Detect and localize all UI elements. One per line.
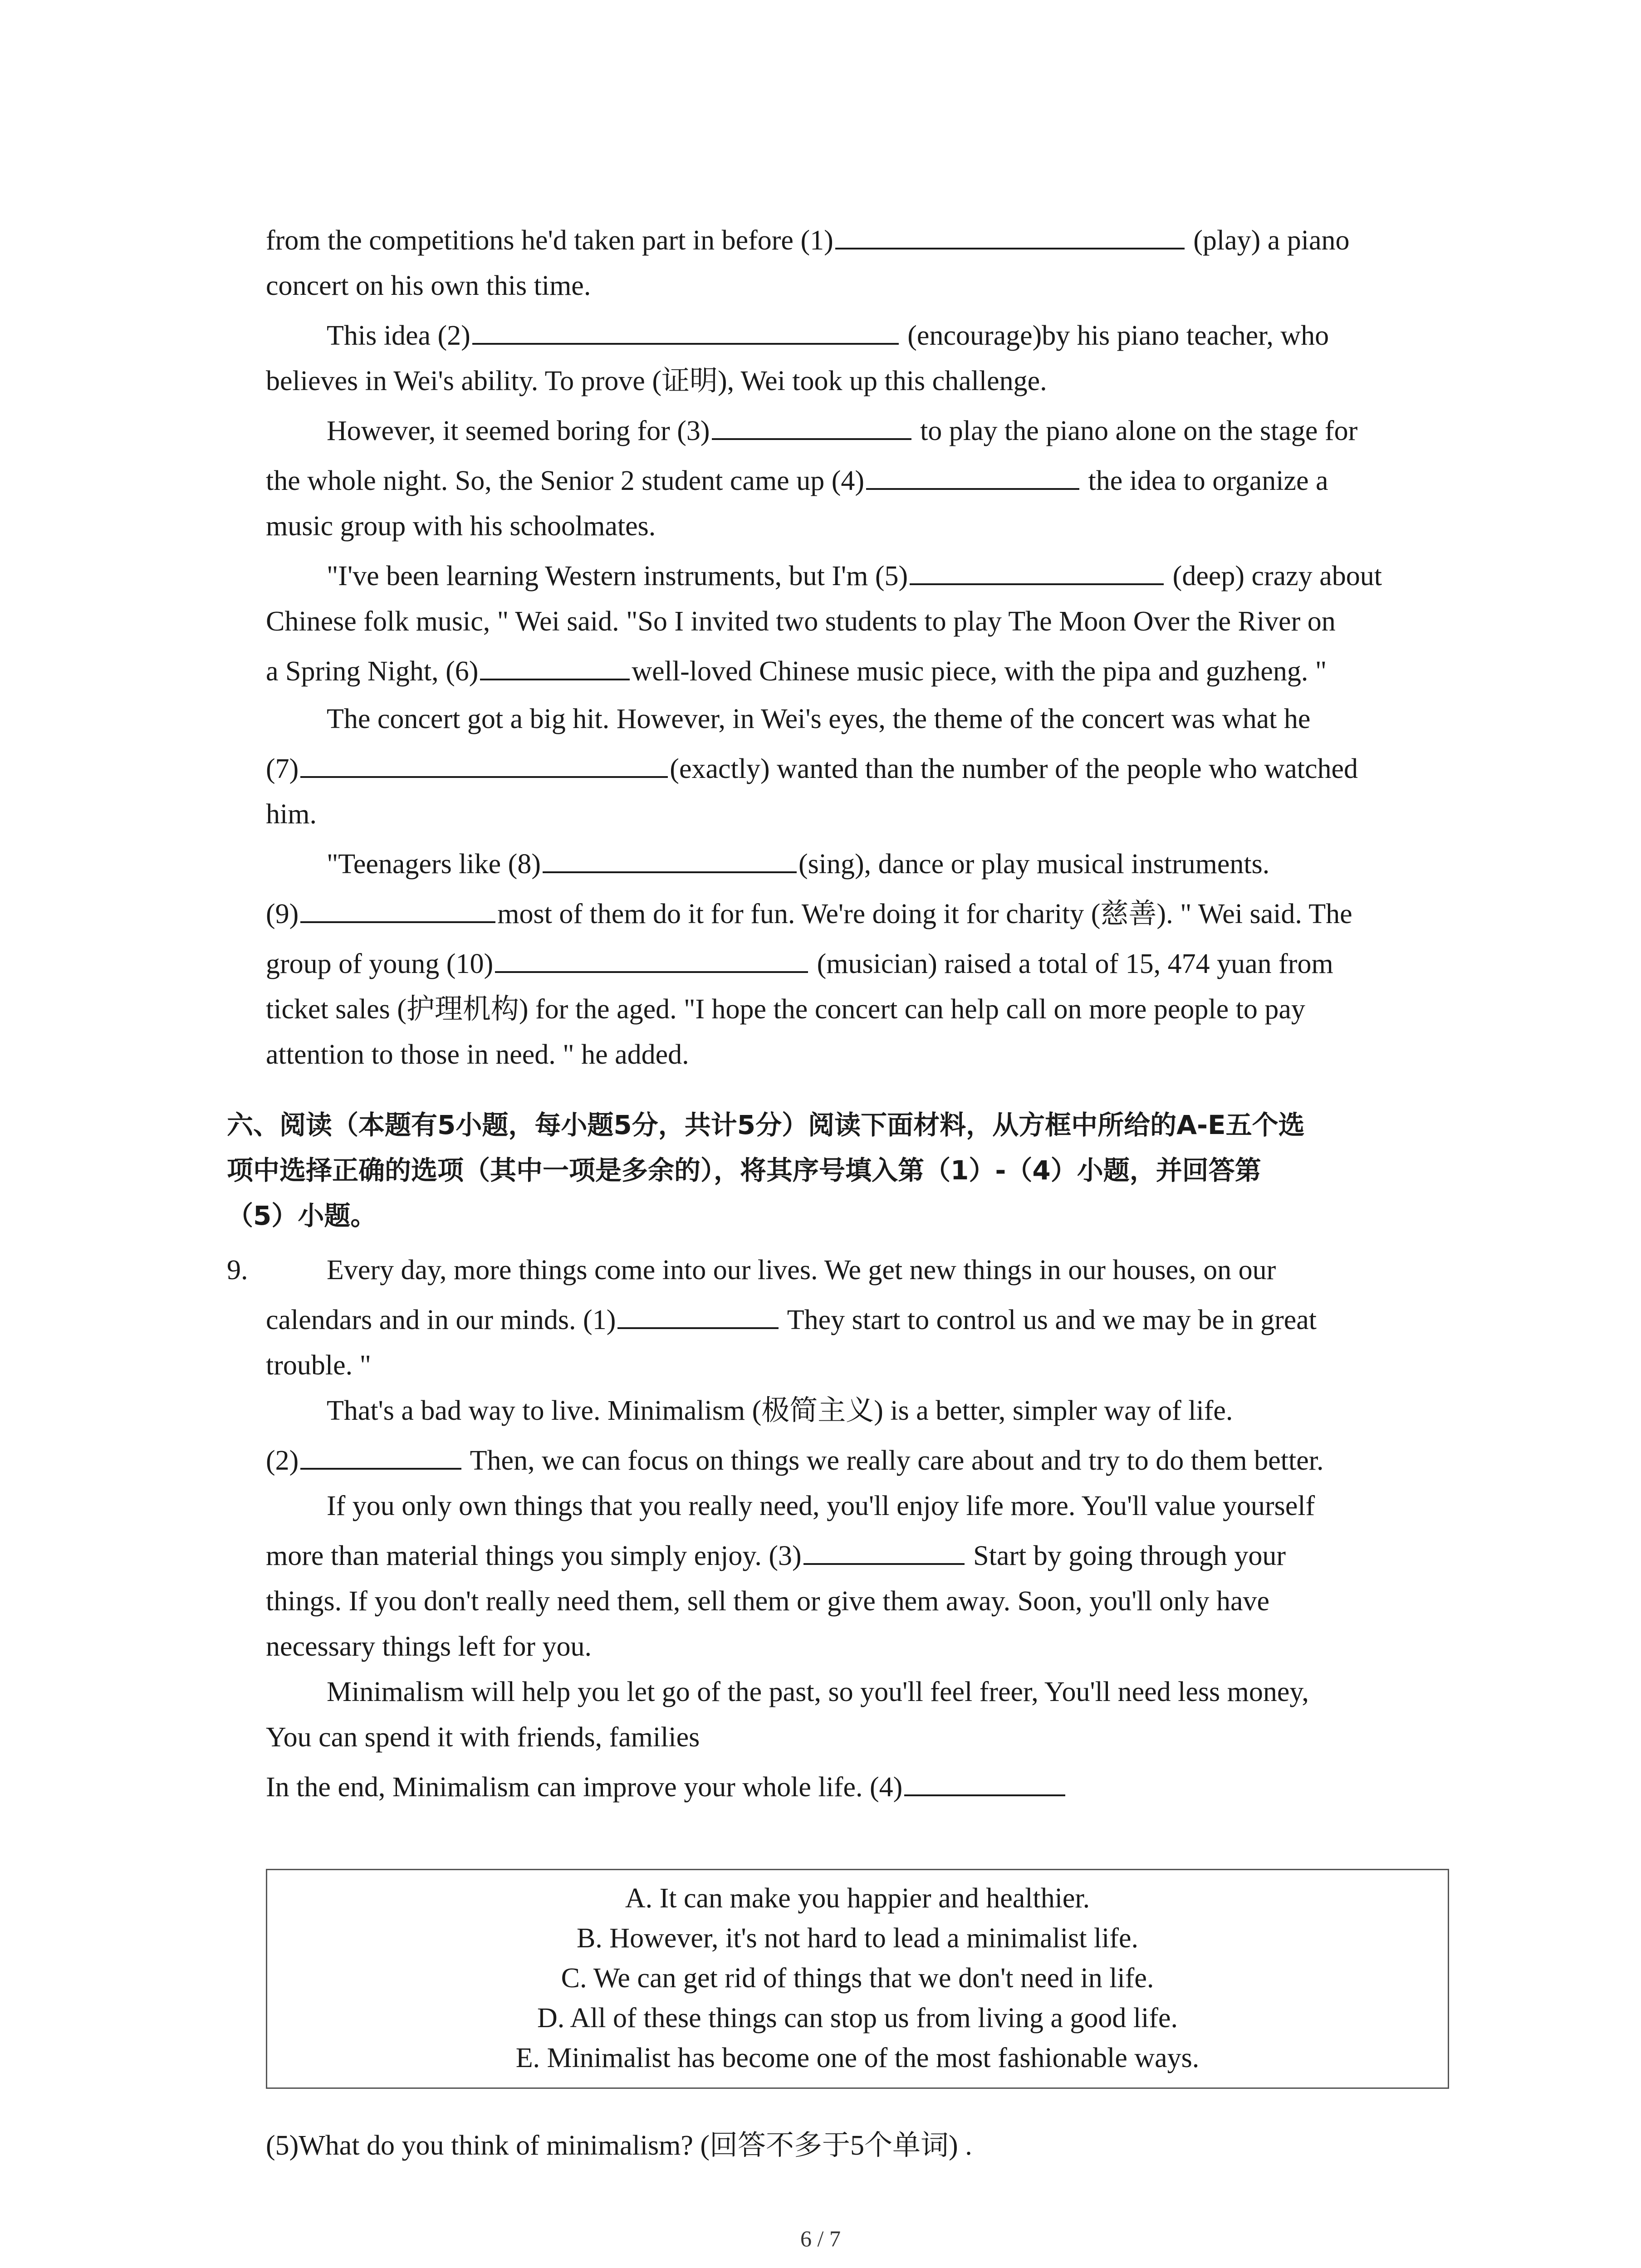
passage-text: In the end, Minimalism can improve your whole life. (4) (266, 1772, 903, 1803)
passage-text: (play) a piano (1186, 225, 1350, 256)
passage-line: necessary things left for you. (266, 1631, 592, 1662)
passage-line (266, 1302, 1317, 1338)
option-a: A. It can make you happier and healthier. (625, 1883, 1090, 1914)
passage-line: things. If you don't really need them, sell them or give them away. Soon, you'll only have (266, 1586, 1269, 1617)
open-question: (5)What do you think of minimalism? (回答不多于5个单词) . (266, 2130, 972, 2161)
passage-text: "I've been learning Western instruments, but I'm (5) (327, 561, 908, 591)
answer-blank-q9-4[interactable] (904, 1770, 1065, 1796)
passage-text: calendars and in our minds. (1) (266, 1305, 616, 1335)
passage-line (266, 222, 1350, 259)
passage-line: Chinese folk music, " Wei said. "So I invited two students to play The Moon Over the River on (266, 606, 1336, 637)
answer-blank-1[interactable] (835, 223, 1185, 249)
answer-blank-q9-1[interactable] (617, 1303, 779, 1329)
passage-line: attention to those in need. " he added. (266, 1039, 689, 1070)
passage-text: the idea to organize a (1081, 465, 1328, 496)
passage-text: (musician) raised a total of 15, 474 yuan from (810, 948, 1333, 979)
section-heading: 六、阅读（本题有5小题，每小题5分，共计5分）阅读下面材料，从方框中所给的A-E五个选 (227, 1110, 1305, 1140)
passage-line: concert on his own this time. (266, 270, 591, 301)
passage-text: (encourage)by his piano teacher, who (900, 320, 1329, 351)
answer-blank-3[interactable] (712, 414, 911, 440)
passage-text: to play the piano alone on the stage for (913, 415, 1358, 446)
passage-line: music group with his schoolmates. (266, 511, 656, 542)
answer-blank-9[interactable] (300, 897, 495, 923)
passage-line (327, 413, 1357, 449)
passage-line: The concert got a big hit. However, in Wei's eyes, the theme of the concert was what he (327, 704, 1311, 734)
passage-text: Start by going through your (966, 1540, 1286, 1571)
passage-line (327, 318, 1329, 354)
option-d: D. All of these things can stop us from living a good life. (537, 2003, 1178, 2033)
passage-line (266, 896, 1352, 932)
passage-text: most of them do it for fun. We're doing it for charity (慈善). " Wei said. The (497, 899, 1352, 929)
passage-text: Then, we can focus on things we really care about and try to do them better. (463, 1445, 1324, 1476)
passage-line (266, 1442, 1323, 1479)
passage-text: the whole night. So, the Senior 2 student came up (4) (266, 465, 864, 496)
passage-line: You can spend it with friends, families (266, 1722, 700, 1753)
passage-text: (exactly) wanted than the number of the people who watched (670, 753, 1358, 784)
answer-blank-7[interactable] (300, 752, 668, 778)
answer-blank-10[interactable] (495, 947, 808, 973)
answer-blank-q9-2[interactable] (300, 1443, 461, 1470)
passage-line (266, 946, 1333, 982)
passage-line (266, 463, 1328, 499)
passage-text: group of young (10) (266, 948, 494, 979)
answer-blank-5[interactable] (910, 559, 1164, 585)
options-box (266, 1869, 1449, 2089)
passage-line: Minimalism will help you let go of the past, so you'll feel freer, You'll need less money, (327, 1677, 1309, 1707)
passage-line (266, 751, 1358, 787)
passage-line: Every day, more things come into our lives. We get new things in our houses, on our (327, 1255, 1276, 1286)
answer-blank-6[interactable] (480, 654, 630, 680)
section-heading: 项中选择正确的选项（其中一项是多余的），将其序号填入第（1）-（4）小题，并回答第 (227, 1155, 1261, 1186)
passage-line: trouble. " (266, 1350, 371, 1381)
passage-text: This idea (2) (327, 320, 470, 351)
passage-text: (9) (266, 899, 299, 929)
passage-line: believes in Wei's ability. To prove (证明), Wei took up this challenge. (266, 366, 1047, 396)
passage-line (327, 846, 1269, 882)
passage-text: (2) (266, 1445, 299, 1476)
passage-text: (sing), dance or play musical instruments. (798, 849, 1270, 880)
section-heading: （5）小题。 (227, 1200, 377, 1231)
answer-blank-2[interactable] (472, 318, 899, 345)
passage-text: from the competitions he'd taken part in before (1) (266, 225, 833, 256)
answer-blank-4[interactable] (866, 464, 1079, 490)
option-b: B. However, it's not hard to lead a minimalist life. (576, 1923, 1139, 1954)
page-number: 6 / 7 (800, 2226, 841, 2251)
option-e: E. Minimalist has become one of the most fashionable ways. (515, 2043, 1200, 2073)
passage-line: him. (266, 799, 317, 830)
passage-text: more than material things you simply enjoy. (3) (266, 1540, 802, 1571)
passage-text: (deep) crazy about (1166, 561, 1382, 591)
passage-line (266, 653, 1327, 689)
question-number: 9. (227, 1255, 248, 1286)
passage-line: That's a bad way to live. Minimalism (极简主义) is a better, simpler way of life. (327, 1395, 1233, 1426)
passage-text: "Teenagers like (8) (327, 849, 541, 880)
passage-text: a Spring Night, (6) (266, 656, 479, 687)
passage-line: If you only own things that you really need, you'll enjoy life more. You'll value yourself (327, 1491, 1315, 1521)
passage-text: (7) (266, 753, 299, 784)
option-c: C. We can get rid of things that we don't need in life. (561, 1963, 1154, 1994)
passage-line (327, 558, 1382, 594)
passage-text: They start to control us and we may be in great (780, 1305, 1317, 1335)
passage-line: ticket sales (护理机构) for the aged. "I hope the concert can help call on more people to pay (266, 994, 1305, 1025)
answer-blank-q9-3[interactable] (803, 1539, 965, 1565)
passage-line (266, 1769, 1067, 1805)
passage-text: However, it seemed boring for (3) (327, 415, 710, 446)
answer-blank-8[interactable] (543, 847, 797, 873)
passage-text: well-loved Chinese music piece, with the pipa and guzheng. " (632, 656, 1327, 687)
passage-line (266, 1538, 1286, 1574)
